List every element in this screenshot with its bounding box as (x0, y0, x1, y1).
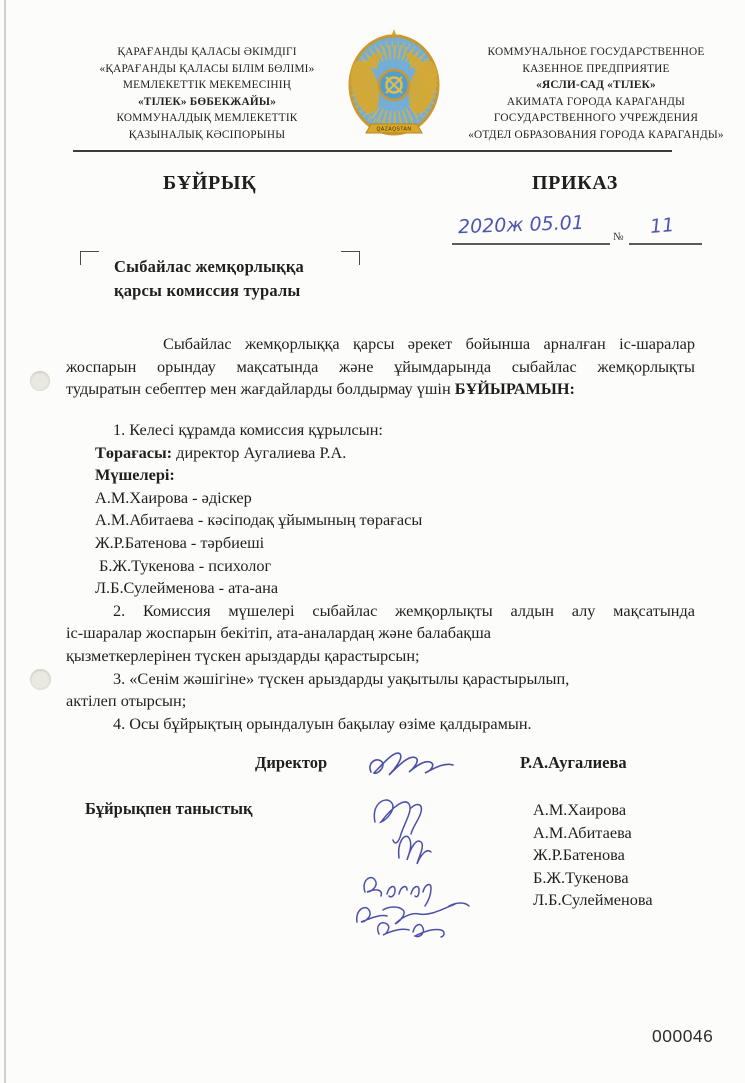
order-title-russian: ПРИКАЗ (532, 172, 618, 194)
order-item-3-cont: актілеп отырсын; (66, 691, 187, 711)
scan-edge-shadow (4, 0, 6, 1083)
letterhead-line: «ОТДЕЛ ОБРАЗОВАНИЯ ГОРОДА КАРАГАНДЫ» (468, 128, 724, 141)
member-item: Б.Ж.Тукенова - психолог (99, 555, 272, 575)
letterhead-line: АКИМАТА ГОРОДА КАРАГАНДЫ (506, 95, 686, 108)
order-title-kazakh: БҰЙРЫҚ (163, 172, 257, 194)
chair-value: директор Аугалиева Р.А. (172, 442, 347, 462)
director-name: Р.А.Аугалиева (520, 753, 627, 772)
order-items (66, 419, 695, 735)
letterhead-line: КОММУНАЛДЫҚ МЕМЛЕКЕТТІК (116, 112, 298, 124)
order-verb: БҰЙЫРАМЫН: (454, 379, 575, 399)
punch-hole (30, 371, 50, 391)
ack-name: Ж.Р.Батенова (533, 845, 625, 865)
body-line: Сыбайлас жемқорлыққа қарсы әрекет бойынша арналған іс-шаралар (163, 334, 695, 353)
ack-name: Л.Б.Сулейменова (533, 890, 653, 910)
member-item: А.М.Хаирова - әдіскер (95, 487, 252, 507)
number-sign: № (613, 231, 624, 243)
body-text: тудыратын себептер мен жағдайларды болдырмау үшін (66, 379, 455, 399)
letterhead-line: «ТІЛЕК» БӨБЕКЖАЙЫ» (137, 95, 277, 108)
header-divider (73, 150, 672, 152)
order-item-2-cont: қызметкерлерінен түскен арыздарды қарастырсын; (66, 645, 420, 665)
ack-name: Б.Ж.Тукенова (533, 867, 629, 887)
director-label: Директор (255, 753, 328, 772)
date-underline (452, 243, 610, 245)
form-serial-number: 000046 (652, 1026, 714, 1046)
number-underline (629, 243, 702, 245)
commission-chair (66, 442, 695, 465)
member-item: А.М.Абитаева - кәсіподақ ұйымының төрағасы (95, 510, 423, 530)
letterhead-russian (450, 44, 742, 143)
order-item-1: 1. Келесі құрамда комиссия құрылсын: (113, 420, 383, 439)
order-subject (114, 255, 304, 303)
letterhead-line: «ЯСЛИ-САД «ТІЛЕК» (536, 79, 656, 91)
punch-hole (30, 669, 51, 690)
order-item-2-cont: іс-шаралар жоспарын бекітіп, ата-аналардаң және балабақша (66, 623, 491, 643)
subject-line: Сыбайлас жемқорлыққа (114, 257, 304, 276)
acknowledgement-label: Бұйрықпен таныстық (85, 799, 253, 818)
members-label: Мүшелері: (95, 465, 175, 485)
letterhead-line: ГОСУДАРСТВЕННОГО УЧРЕЖДЕНИЯ (493, 112, 699, 124)
acknowledgement-names (533, 799, 653, 912)
body-line: жоспарын орындау мақсатында және ұйымдарында сыбайлас жемқорлықты (66, 356, 695, 376)
letterhead-line: «ҚАРАҒАНДЫ ҚАЛАСЫ БІЛІМ БӨЛІМІ» (99, 62, 315, 75)
letterhead-line: КОММУНАЛЬНОЕ ГОСУДАРСТВЕННОЕ (487, 46, 705, 58)
handwritten-date: 2020ж 05.01 (457, 211, 585, 239)
letterhead-line: МЕМЛЕКЕТТІК МЕКЕМЕСІНІҢ (122, 79, 292, 91)
letterhead-line: КАЗЕННОЕ ПРЕДПРИЯТИЕ (522, 62, 670, 75)
chair-label: Төрағасы: (95, 442, 173, 462)
order-item-3: 3. «Сенім жәшігіне» түскен арыздарды уақытылы қарастырылып, (113, 668, 570, 688)
member-item: Ж.Р.Батенова - тәрбиеші (95, 532, 265, 552)
kazakhstan-emblem-icon (344, 25, 444, 144)
letterhead-line: ҚАРАҒАНДЫ ҚАЛАСЫ ӘКІМДІГІ (117, 46, 297, 58)
letterhead-kazakh (72, 44, 342, 143)
subject-line: қарсы комиссия туралы (114, 281, 301, 300)
director-signature (365, 740, 460, 790)
order-item-4: 4. Осы бұйрықтың орындалуын бақылау өзіме қалдырамын. (113, 713, 532, 733)
letterhead-line: ҚАЗЫНАЛЫҚ КӘСІПОРЫНЫ (128, 128, 286, 141)
body-line (66, 378, 695, 401)
order-preamble (66, 333, 695, 401)
acknowledgement-signatures (345, 792, 485, 942)
corner-mark-left (80, 251, 99, 265)
emblem-banner-text: QAZAQSTAN (376, 126, 412, 133)
ack-name: А.М.Хаирова (533, 800, 627, 819)
member-item: Л.Б.Сулейменова - ата-ана (95, 578, 279, 598)
ack-name: А.М.Абитаева (533, 822, 632, 842)
order-item-2: 2. Комиссия мүшелері сыбайлас жемқорлықты алдын алу мақсатында (113, 600, 695, 620)
handwritten-number: 11 (649, 213, 676, 239)
corner-mark-right (341, 251, 360, 265)
